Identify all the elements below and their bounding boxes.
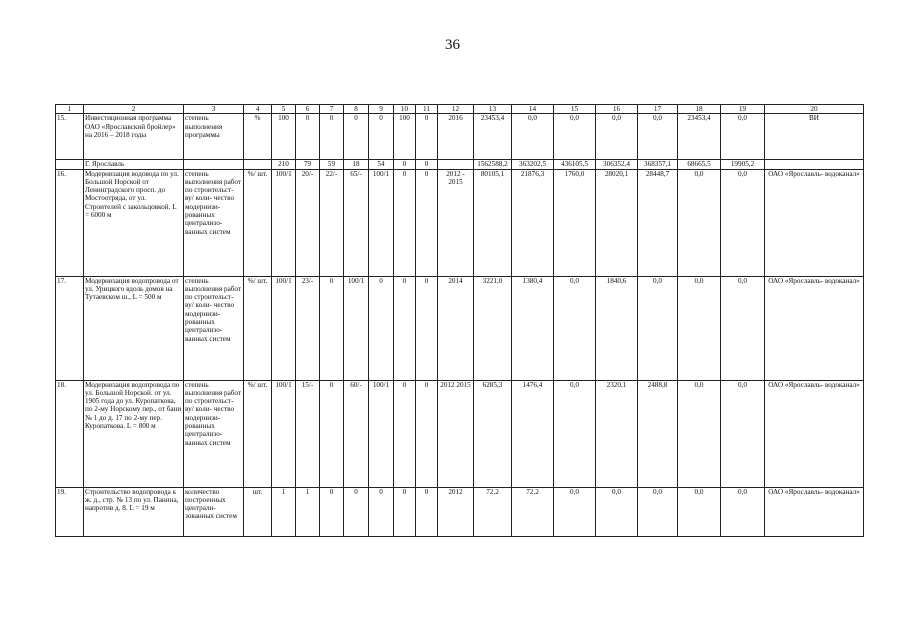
table-row	[56, 169, 864, 276]
amount-16: 2320,1	[596, 380, 638, 487]
value-6: 15/-	[296, 380, 320, 487]
column-number: 3	[184, 105, 244, 114]
subtotal-row	[56, 160, 864, 169]
organization: ВИ	[765, 114, 864, 160]
value-8: 0	[344, 114, 369, 160]
amount-17: 0,0	[638, 487, 678, 536]
column-number: 10	[394, 105, 416, 114]
value-5: 100/1	[272, 380, 296, 487]
value-8: 100/1	[344, 276, 369, 380]
amount-18: 0,0	[678, 380, 721, 487]
amount-13: 23453,4	[474, 114, 512, 160]
organization: ОАО «Ярославль- водоканал»	[765, 380, 864, 487]
indicator: количество построенных централи- зованных систем	[184, 487, 244, 536]
amount-16: 1840,6	[596, 276, 638, 380]
year: 2016	[438, 114, 474, 160]
column-number: 5	[272, 105, 296, 114]
amount-15: 0,0	[554, 276, 596, 380]
value-9: 100/1	[369, 380, 394, 487]
column-number: 19	[721, 105, 765, 114]
value-7: 22/-	[320, 169, 344, 276]
value-9: 0	[369, 487, 394, 536]
amount-14: 1380,4	[512, 276, 554, 380]
column-number: 7	[320, 105, 344, 114]
table-row	[56, 487, 864, 536]
column-number: 13	[474, 105, 512, 114]
value-10: 0	[394, 169, 416, 276]
value-10: 0	[394, 487, 416, 536]
organization: ОАО «Ярославль- водоканал»	[765, 487, 864, 536]
value-6: 0	[296, 114, 320, 160]
indicator: степень выполнения программы	[184, 114, 244, 160]
indicator: степень выполнения работ по строительст- ву/ коли- чество модернизи- рованных централизо- ванных систем	[184, 276, 244, 380]
column-number: 18	[678, 105, 721, 114]
value-9: 0	[369, 276, 394, 380]
value-10: 0	[394, 276, 416, 380]
amount-18: 0,0	[678, 169, 721, 276]
year: 2012 2015	[438, 380, 474, 487]
project-name: Инвестиционная программа ОАО «Ярославский бройлер» на 2016 – 2018 годы	[84, 114, 184, 160]
amount-19: 0,0	[721, 114, 765, 160]
unit: %/ шт.	[244, 380, 272, 487]
amount-17: 0,0	[638, 114, 678, 160]
unit: шт.	[244, 487, 272, 536]
amount-13: 1562588,2	[474, 160, 512, 169]
amount-15: 0,0	[554, 114, 596, 160]
value-7: 0	[320, 380, 344, 487]
unit: %/ шт.	[244, 169, 272, 276]
column-number: 4	[244, 105, 272, 114]
row-number: 19.	[56, 487, 84, 536]
amount-16: 0,0	[596, 114, 638, 160]
value-5: 1	[272, 487, 296, 536]
value-11: 0	[416, 380, 438, 487]
amount-13: 6285,3	[474, 380, 512, 487]
project-name: Модернизация водопровода от ул. Урицкого вдоль домов на Тутаевском ш., L = 500 м	[84, 276, 184, 380]
amount-19: 0,0	[721, 487, 765, 536]
table-row	[56, 380, 864, 487]
amount-15: 436105,5	[554, 160, 596, 169]
row-number: 17.	[56, 276, 84, 380]
amount-16: 0,0	[596, 487, 638, 536]
project-name: Модернизация водопровода по ул. Большой Норской. от ул. 1905 года до ул. Куропаткова, по 2-му Норскому пер., от бани № 1 до д. 17 по 2-му пер. Куропаткова. L = 800 м	[84, 380, 184, 487]
amount-14: 363202,5	[512, 160, 554, 169]
subtotal-label: Г. Ярославль	[84, 160, 184, 169]
value-5: 100/1	[272, 169, 296, 276]
column-number: 15	[554, 105, 596, 114]
amount-13: 3221,0	[474, 276, 512, 380]
value-10: 0	[394, 380, 416, 487]
column-number: 17	[638, 105, 678, 114]
value-9: 100/1	[369, 169, 394, 276]
investment-table	[55, 104, 864, 537]
amount-18: 0,0	[678, 276, 721, 380]
value-6: 79	[296, 160, 320, 169]
column-number: 2	[84, 105, 184, 114]
amount-15: 0,0	[554, 487, 596, 536]
column-number: 14	[512, 105, 554, 114]
unit: %	[244, 114, 272, 160]
column-number: 9	[369, 105, 394, 114]
table-row	[56, 114, 864, 160]
amount-18: 0,0	[678, 487, 721, 536]
amount-15: 1760,0	[554, 169, 596, 276]
amount-17: 28448,7	[638, 169, 678, 276]
amount-14: 1476,4	[512, 380, 554, 487]
column-number: 12	[438, 105, 474, 114]
row-number: 18.	[56, 380, 84, 487]
value-9: 0	[369, 114, 394, 160]
value-8: 0	[344, 487, 369, 536]
organization: ОАО «Ярославль- водоканал»	[765, 169, 864, 276]
column-number: 11	[416, 105, 438, 114]
amount-13: 72,2	[474, 487, 512, 536]
column-number: 6	[296, 105, 320, 114]
amount-19: 0,0	[721, 276, 765, 380]
row-number: 16.	[56, 169, 84, 276]
row-number: 15.	[56, 114, 84, 160]
amount-19: 19905,2	[721, 160, 765, 169]
page-number: 36	[445, 37, 460, 53]
table-row	[56, 276, 864, 380]
column-number: 8	[344, 105, 369, 114]
value-7: 0	[320, 114, 344, 160]
column-number: 16	[596, 105, 638, 114]
value-5: 100/1	[272, 276, 296, 380]
value-6: 23/-	[296, 276, 320, 380]
value-6: 20/-	[296, 169, 320, 276]
value-10: 100	[394, 114, 416, 160]
value-7: 0	[320, 487, 344, 536]
value-11: 0	[416, 114, 438, 160]
value-7: 59	[320, 160, 344, 169]
amount-14: 0,0	[512, 114, 554, 160]
project-name: Модернизация водовода по ул. Большой Норской от Ленинградского просп. до Мостоотряда, от ул. Строителей с закольцовкой. L = 6000 м	[84, 169, 184, 276]
amount-17: 2488,8	[638, 380, 678, 487]
value-8: 18	[344, 160, 369, 169]
indicator: степень выполнения работ по строительст- ву/ коли- чество модернизи- рованных централизо- ванных систем	[184, 380, 244, 487]
year: 2014	[438, 276, 474, 380]
amount-19: 0,0	[721, 380, 765, 487]
amount-16: 306352,4	[596, 160, 638, 169]
amount-18: 68665,5	[678, 160, 721, 169]
value-5: 100	[272, 114, 296, 160]
amount-14: 72,2	[512, 487, 554, 536]
value-8: 65/-	[344, 169, 369, 276]
amount-13: 80105,1	[474, 169, 512, 276]
indicator: степень выполнения работ по строительст- ву/ коли- чество модернизи- рованных централизо- ванных систем	[184, 169, 244, 276]
column-number: 1	[56, 105, 84, 114]
value-9: 54	[369, 160, 394, 169]
value-10: 0	[394, 160, 416, 169]
value-7: 0	[320, 276, 344, 380]
amount-15: 0,0	[554, 380, 596, 487]
amount-19: 0,0	[721, 169, 765, 276]
value-11: 0	[416, 487, 438, 536]
amount-14: 21876,3	[512, 169, 554, 276]
project-name: Строительство водопровода к ж. д., стр. № 13 по ул. Панина, напротив д. 8. L = 19 м	[84, 487, 184, 536]
amount-18: 23453,4	[678, 114, 721, 160]
column-number-row	[56, 105, 864, 114]
organization: ОАО «Ярославль- водоканал»	[765, 276, 864, 380]
year: 2012	[438, 487, 474, 536]
value-8: 60/-	[344, 380, 369, 487]
column-number: 20	[765, 105, 864, 114]
amount-16: 28020,1	[596, 169, 638, 276]
value-11: 0	[416, 169, 438, 276]
value-11: 0	[416, 160, 438, 169]
amount-17: 368357,1	[638, 160, 678, 169]
value-5: 210	[272, 160, 296, 169]
value-6: 1	[296, 487, 320, 536]
year: 2012 - 2015	[438, 169, 474, 276]
value-11: 0	[416, 276, 438, 380]
amount-17: 0,0	[638, 276, 678, 380]
unit: %/ шт.	[244, 276, 272, 380]
